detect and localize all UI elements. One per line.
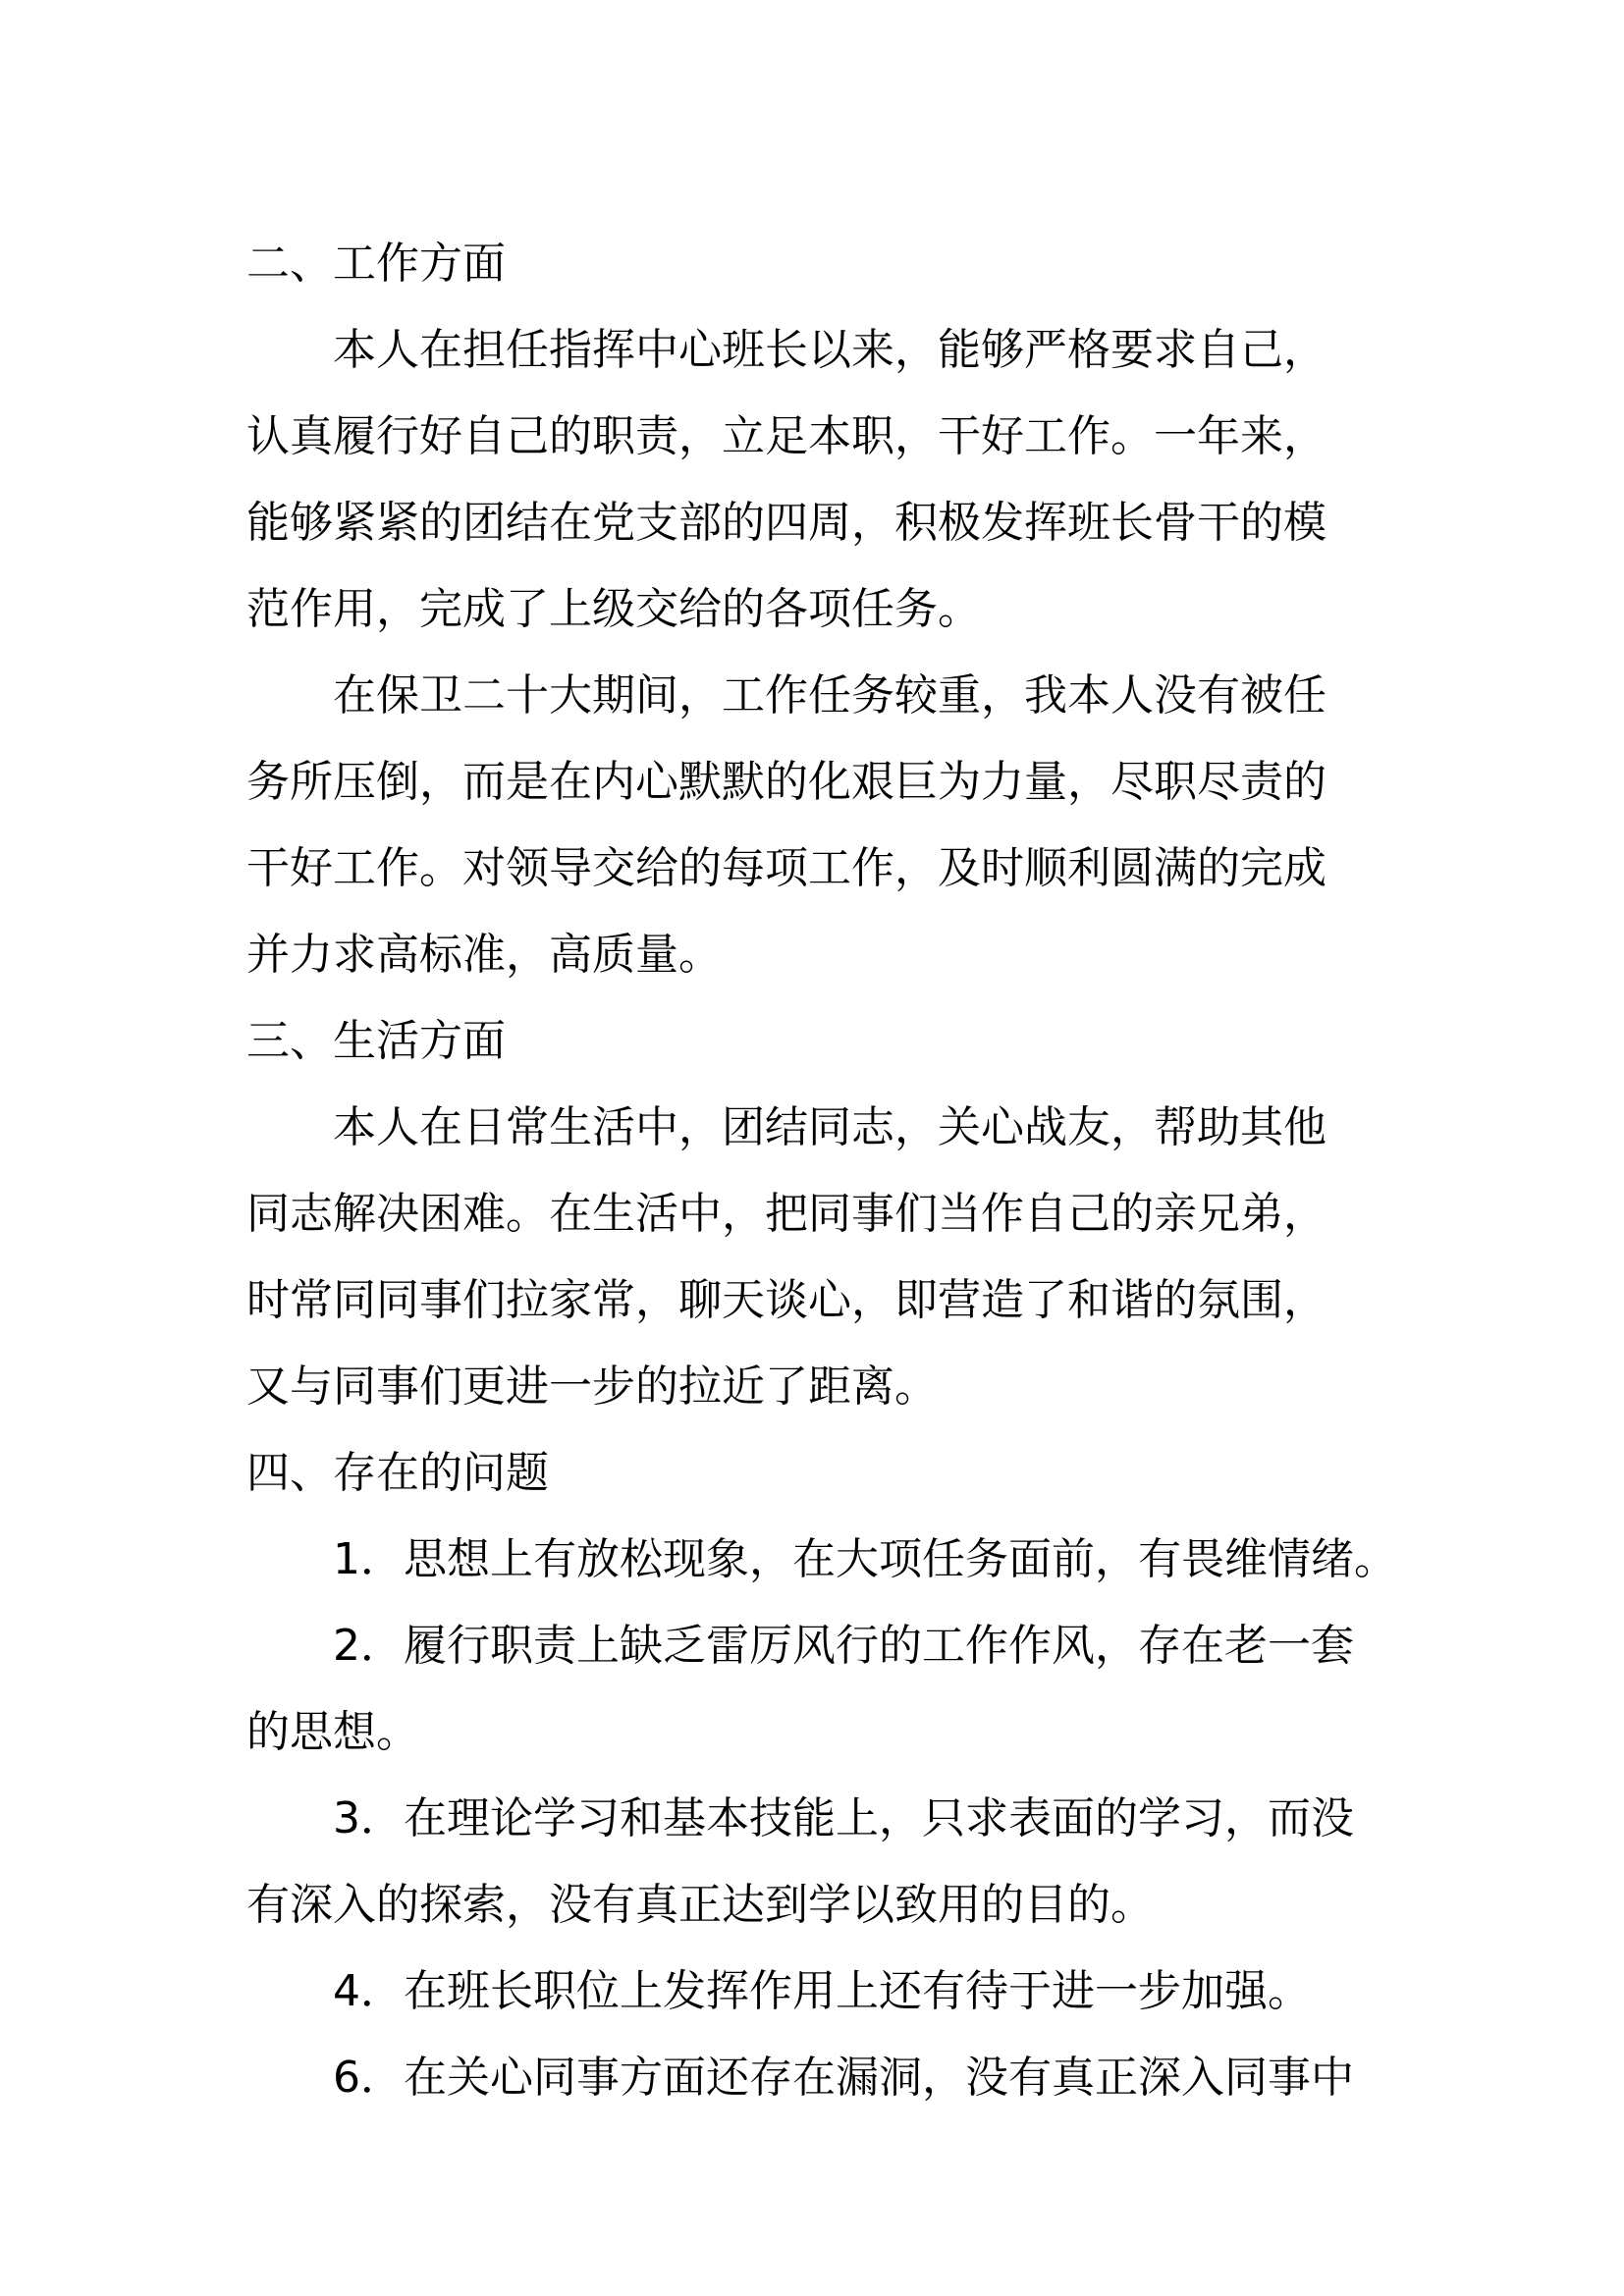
paragraph-line: 并力求高标准，高质量。 — [246, 930, 722, 980]
section-heading-work: 二、工作方面 — [246, 239, 506, 289]
paragraph-line: 干好工作。对领导交给的每项工作，及时顺利圆满的完成 — [246, 843, 1326, 893]
list-item-3: 3．在理论学习和基本技能上，只求表面的学习，而没 — [333, 1793, 1354, 1843]
paragraph-line: 同志解决困难。在生活中，把同事们当作自己的亲兄弟， — [246, 1189, 1326, 1239]
section-heading-life: 三、生活方面 — [246, 1016, 506, 1066]
document-body — [246, 221, 1395, 2121]
paragraph-line: 能够紧紧的团结在党支部的四周，积极发挥班长骨干的模 — [246, 498, 1326, 548]
paragraph-line: 范作用，完成了上级交给的各项任务。 — [246, 584, 981, 634]
list-item-2: 2．履行职责上缺乏雷厉风行的工作作风，存在老一套 — [333, 1621, 1354, 1671]
paragraph-line: 时常同同事们拉家常，聊天谈心，即营造了和谐的氛围， — [246, 1275, 1326, 1325]
paragraph-line: 在保卫二十大期间，工作任务较重，我本人没有被任 — [333, 670, 1326, 721]
paragraph-line: 本人在日常生活中，团结同志，关心战友，帮助其他 — [333, 1102, 1326, 1152]
list-item-2-continued: 的思想。 — [246, 1707, 419, 1757]
paragraph-line: 认真履行好自己的职责，立足本职，干好工作。一年来， — [246, 411, 1326, 461]
list-item-4: 4．在班长职位上发挥作用上还有待于进一步加强。 — [333, 1966, 1311, 2016]
list-item-1: 1．思想上有放松现象，在大项任务面前，有畏维情绪。 — [333, 1534, 1397, 1584]
list-item-3-continued: 有深入的探索，没有真正达到学以致用的目的。 — [246, 1880, 1154, 1930]
paragraph-line: 本人在担任指挥中心班长以来，能够严格要求自己， — [333, 325, 1326, 375]
list-item-6: 6．在关心同事方面还存在漏洞，没有真正深入同事中 — [333, 2053, 1354, 2103]
paragraph-line: 务所压倒，而是在内心默默的化艰巨为力量，尽职尽责的 — [246, 757, 1326, 807]
section-heading-problems: 四、存在的问题 — [246, 1448, 549, 1498]
paragraph-line: 又与同事们更进一步的拉近了距离。 — [246, 1362, 938, 1412]
